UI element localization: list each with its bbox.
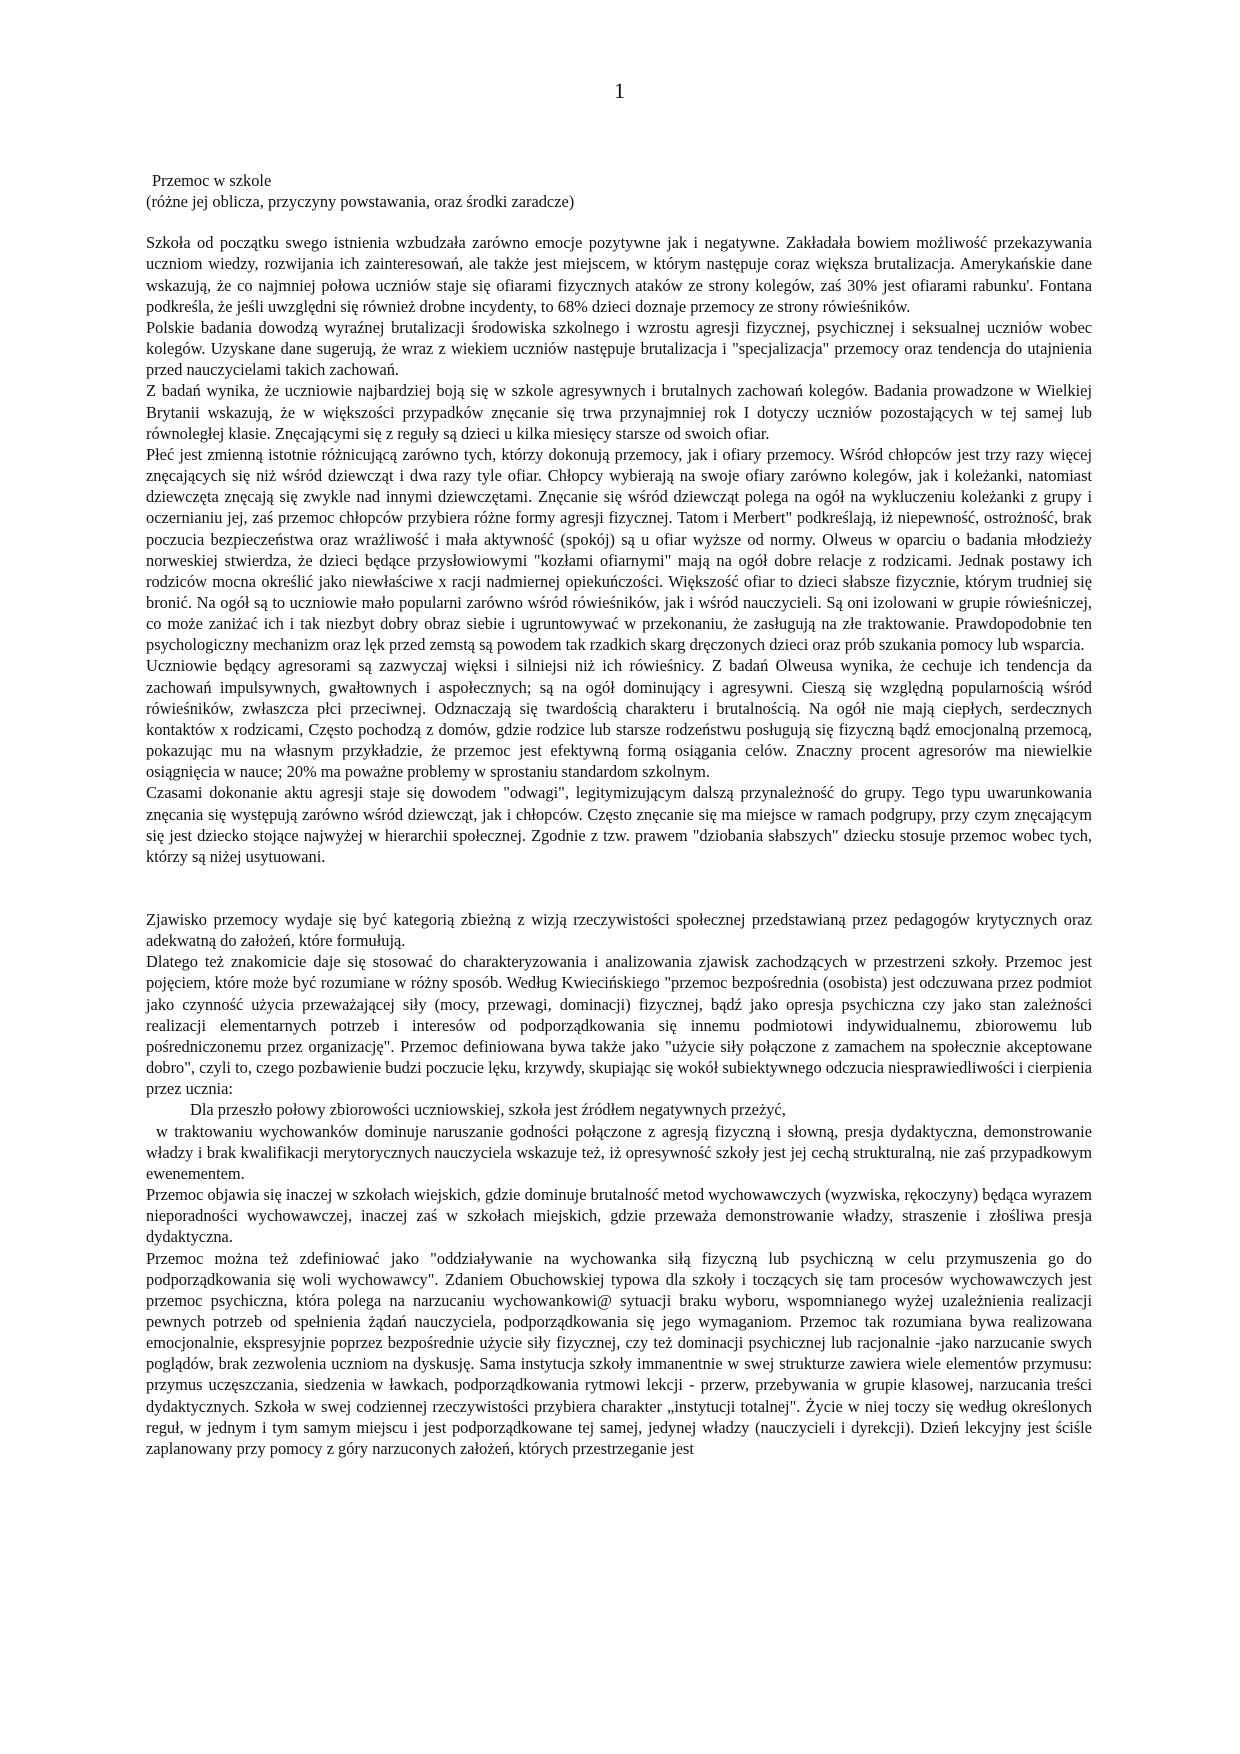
document-body xyxy=(146,170,1092,1459)
paragraph: Z badań wynika, że uczniowie najbardziej boją się w szkole agresywnych i brutalnych zachowań kolegów. Badania prowadzone w Wielkiej Brytanii wskazują, że w większości przypadków znęcanie się trwa przynajmniej rok I dotyczy uczniów pozostających w tej samej lub równoległej klasie. Znęcającymi się z reguły są dzieci u kilka miesięcy starsze od swoich ofiar. xyxy=(146,381,1092,443)
paragraph: Polskie badania dowodzą wyraźnej brutalizacji środowiska szkolnego i wzrostu agresji fizycznej, psychicznej i seksualnej uczniów wobec kolegów. Uzyskane dane sugerują, że wraz z wiekiem uczniów następuje brutalizacja i "specjalizacja" przemocy oraz tendencja do utajnienia przed nauczycielami takich zachowań. xyxy=(146,317,1092,380)
document-title: Przemoc w szkole xyxy=(152,171,272,190)
paragraph: Przemoc objawia się inaczej w szkołach wiejskich, gdzie dominuje brutalność metod wychowawczych (wyzwiska, rękoczyny) będąca wyrazem nieporadności wychowawczej, inaczej zaś w szkołach miejskich, gdzie przeważa demonstrowanie władzy, straszenie i złośliwa presja dydaktyczna. xyxy=(146,1185,1092,1247)
page-number: 1 xyxy=(614,78,626,103)
title-block xyxy=(146,170,1092,212)
paragraph: Przemoc można też zdefiniować jako "oddziaływanie na wychowanka siłą fizyczną lub psychiczną w celu przymuszenia go do podporządkowania się woli wychowawcy". Zdaniem Obuchowskiej typowa dla szkoły i toczących się tam procesów wychowawczych jest przemoc psychiczna, która polega na narzucaniu wychowankowi@ sytuacji braku wyboru, wspomnianego wyżej uzależnienia realizacji pewnych potrzeb od spełnienia żądań nauczyciela, podporządkowania się jego wymaganiom. Przemoc tak rozumiana bywa realizowana emocjonalnie, ekspresyjnie poprzez bezpośrednie użycie siły fizycznej, czy też dominacji psychicznej lub racjonalnie -jako narzucanie swych poglądów, brak zezwolenia uczniom na dyskusję. Sama instytucja szkoły immanentnie w swej strukturze zawiera wiele elementów przymusu: przymus uczęszczania, siedzenia w ławkach, podporządkowania rytmowi lekcji - przerw, przebywania w grupie klasowej, narzucania treści dydaktycznych. Szkoła w swej codziennej rzeczywistości przybiera charakter „instytucji totalnej". Życie w niej toczy się według określonych reguł, w jednym i tym samym miejscu i jest podporządkowane tej samej, jedynej władzy (nauczycieli i dyrekcji). Dzień lekcyjny jest ściśle zaplanowany przy pomocy z góry narzuconych założeń, których przestrzeganie jest xyxy=(146,1248,1092,1458)
paragraph: Płeć jest zmienną istotnie różnicującą zarówno tych, którzy dokonują przemocy, jak i ofiary przemocy. Wśród chłopców jest trzy razy więcej znęcających się niż wśród dziewcząt i dwa razy tyle ofiar. Chłopcy wybierają na swoje ofiary zarówno kolegów, jak i koleżanki, natomiast dziewczęta znęcają się zwykle nad innymi dziewczętami. Znęcanie się wśród dziewcząt polega na ogół na wykluczeniu koleżanki z grupy i oczernianiu jej, zaś przemoc chłopców przybiera różne formy agresji fizycznej. Tatom i Merbert" podkreślają, iż niepewność, ostrożność, brak poczucia bezpieczeństwa oraz wrażliwość i mała aktywność (spokój) są u ofiar wyższe od normy. Olweus w oparciu o badania młodzieży norweskiej stwierdza, że dzieci będące przysłowiowymi "kozłami ofiarnymi" mają na ogół dobre relacje z rodzicami. Jednak postawy ich rodziców mocna określić jako niewłaściwe x racji nadmiernej opiekuńczości. Większość ofiar to dzieci słabsze fizycznie, którym trudniej się bronić. Na ogół są to uczniowie mało popularni zarówno wśród rówieśników, jak i wśród nauczycieli. Są oni izolowani w grupie rówieśniczej, co może zaniżać ich i tak niezbyt dobry obraz siebie i ugruntowywać w przekonaniu, że zasługują na złe traktowanie. Prawdopodobnie ten psychologiczny mechanizm oraz lęk przed zemstą są powodem tak rzadkich skarg dręczonych dzieci oraz prób szukania pomocy lub wsparcia. xyxy=(146,444,1092,655)
document-subtitle: (różne jej oblicza, przyczyny powstawania, oraz środki zaradcze) xyxy=(146,192,575,212)
indented-paragraph: Dla przeszło połowy zbiorowości uczniowskiej, szkoła jest źródłem negatywnych przeżyć, xyxy=(190,1100,786,1120)
indented-paragraph: w traktowaniu wychowanków dominuje naruszanie godności połączone z agresją fizyczną i słowną, presja dydaktyczna, demonstrowanie władzy i brak kwalifikacji merytorycznych nauczyciela wskazuje też, iż opresywność szkoły jest jej cechą strukturalną, nie zaś przypadkowym ewenementem. xyxy=(146,1121,1092,1183)
paragraph: Uczniowie będący agresorami są zazwyczaj więksi i silniejsi niż ich rówieśnicy. Z badań Olweusa wynika, że cechuje ich tendencja da zachowań impulsywnych, gwałtownych i aspołecznych; są na ogół dominujący i agresywni. Cieszą się względną popularnością wśród rówieśników, zwłaszcza płci przeciwnej. Odznaczają się twardością charakteru i brutalnością. Na ogół nie mają ciepłych, serdecznych kontaktów x rodzicami, Często pochodzą z domów, gdzie rodzice lub starsze rodzeństwu posługują się fizyczną bądź emocjonalną przemocą, pokazując mu na własnym przykładzie, że przemoc jest efektywną formą osiągania celów. Znaczny procent agresorów ma niewielkie osiągnięcia w nauce; 20% ma poważne problemy w sprostaniu standardom szkolnym. xyxy=(146,656,1092,782)
paragraph: Czasami dokonanie aktu agresji staje się dowodem "odwagi", legitymizującym dalszą przynależność do grupy. Tego typu uwarunkowania znęcania się występują zarówno wśród dziewcząt, jak i chłopców. Często znęcanie się ma miejsce w ramach podgrupy, przy czym znęcającym się jest dziecko stojące najwyżej w hierarchii społecznej. Zgodnie z tzw. prawem "dziobania słabszych" dziecku stosuje przemoc wobec tych, którzy są niżej usytuowani. xyxy=(146,783,1092,866)
paragraph: Zjawisko przemocy wydaje się być kategorią zbieżną z wizją rzeczywistości społecznej przedstawianą przez pedagogów krytycznych oraz adekwatną do założeń, które formułują. xyxy=(146,910,1092,951)
paragraph: Dlatego też znakomicie daje się stosować do charakteryzowania i analizowania zjawisk zachodzących w przestrzeni szkoły. Przemoc jest pojęciem, które może być rozumiane w różny sposób. Według Kwiecińskiego "przemoc bezpośrednia (osobista) jest odczuwana przez podmiot jako czynność użycia przeważającej siły (mocy, przewagi, dominacji) fizycznej, bądź jako opresja psychiczna czy jako stan zależności realizacji elementarnych potrzeb i interesów od podporządkowania się innemu podmiotowi indywidualnemu, zbiorowemu lub pośredniczonemu przez organizację". Przemoc definiowana bywa także jako "użycie siły połączone z zamachem na społecznie akceptowane dobro", czyli to, czego pozbawienie budzi poczucie lęku, krzywdy, skupiając się wokół subiektywnego odczucia niesprawiedliwości i cierpienia przez ucznia: xyxy=(146,952,1092,1099)
section-gap xyxy=(146,867,1092,909)
paragraph: Szkoła od początku swego istnienia wzbudzała zarówno emocje pozytywne jak i negatywne. Zakładała bowiem możliwość przekazywania uczniom wiedzy, rozwijania ich zainteresowań, ale także jest miejscem, w którym następuje coraz większa brutalizacja. Amerykańskie dane wskazują, że co najmniej połowa uczniów staje się ofiarami fizycznych ataków ze strony kolegów, zaś 30% jest ofiarami rabunku'. Fontana podkreśla, że jeśli uwzględni się również drobne incydenty, to 68% dzieci doznaje przemocy ze strony rówieśników. xyxy=(146,233,1092,316)
